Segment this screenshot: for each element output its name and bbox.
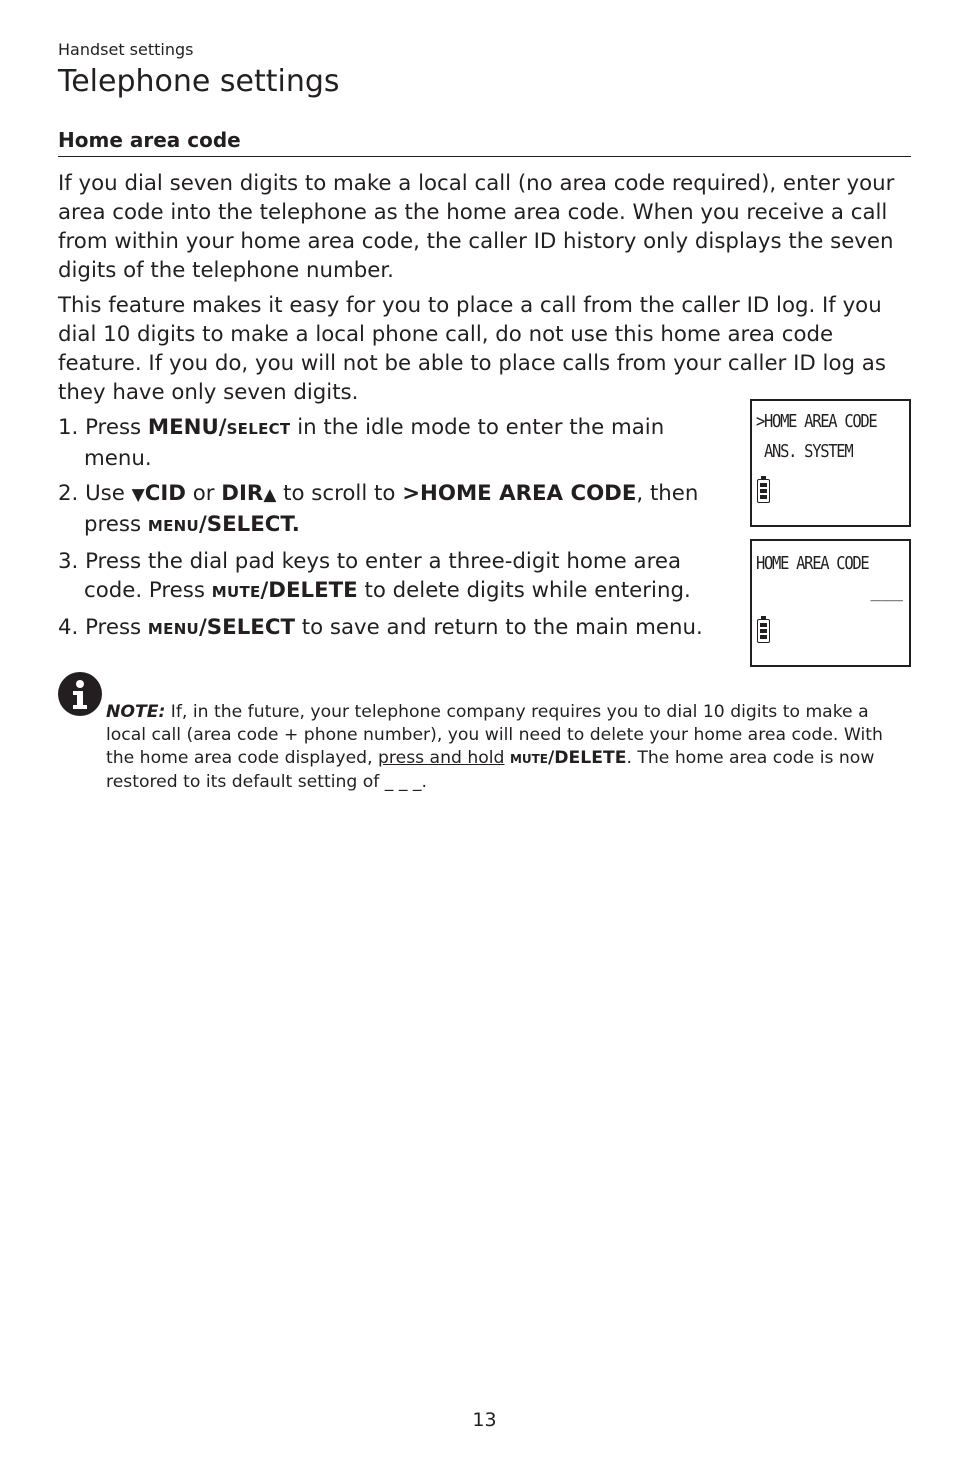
handset-screen-menu [750, 399, 911, 527]
up-arrow-icon: ▲ [263, 485, 277, 505]
steps-list [58, 413, 738, 650]
battery-icon [757, 619, 770, 643]
step-3: 3. Press the dial pad keys to enter a three-digit home area code. Press MUTE/DELETE to delete digits while entering. [58, 549, 691, 603]
key-menu: MENU [147, 620, 200, 638]
section-title: Home area code [58, 128, 911, 157]
key-menu: MENU [147, 517, 199, 535]
screen-line-1: >HOME AREA CODE [756, 411, 877, 432]
down-arrow-icon: ▼ [131, 485, 145, 505]
step-2: 2. Use ▼CID or DIR▲ to scroll to >HOME AREA CODE, then press MENU/SELECT. [58, 481, 699, 537]
key-mute: MUTE [509, 752, 549, 766]
breadcrumb: Handset settings [58, 40, 194, 59]
handset-screen-entry [750, 539, 911, 667]
key-cid: CID [144, 481, 186, 506]
note-label: NOTE: [106, 702, 166, 722]
page-title: Telephone settings [58, 64, 340, 99]
press-and-hold-text: press and hold [378, 748, 505, 768]
intro-paragraph: If you dial seven digits to make a local call (no area code required), enter your area code into the telephone as the home area code. When you receive a call from within your home area code, the caller ID history only displays the seven digits of the telephone number. [58, 171, 895, 283]
area-code-placeholder: ___ [870, 581, 903, 602]
step-4: 4. Press MENU/SELECT to save and return to the main menu. [58, 615, 703, 640]
step-1: 1. Press MENU/SELECT in the idle mode to enter the main menu. [58, 415, 665, 471]
info-icon [58, 672, 102, 716]
key-menu-select: MENU/ [147, 415, 227, 440]
note-text: NOTE: If, in the future, your telephone company requires you to dial 10 digits to make a local call (area code + phone number), you will need to delete your home area code. With the home area code displayed, press and hold MUTE/DELETE. The home area code is now restored to its default setting of _ _ _. [106, 702, 883, 792]
screen-line-2: ANS. SYSTEM [756, 441, 853, 462]
feature-paragraph: This feature makes it easy for you to place a call from the caller ID log. If you dial 10 digits to make a local phone call, do not use this home area code feature. If you do, you will not be able to place calls from your caller ID log as they have only seven digits. [58, 293, 886, 405]
key-mute: MUTE [211, 583, 261, 601]
page-number: 13 [472, 1409, 497, 1431]
menu-option-home-area-code: >HOME AREA CODE [402, 481, 637, 506]
screen-line-1: HOME AREA CODE [756, 553, 869, 574]
key-dir: DIR [221, 481, 264, 506]
battery-icon [757, 479, 770, 503]
